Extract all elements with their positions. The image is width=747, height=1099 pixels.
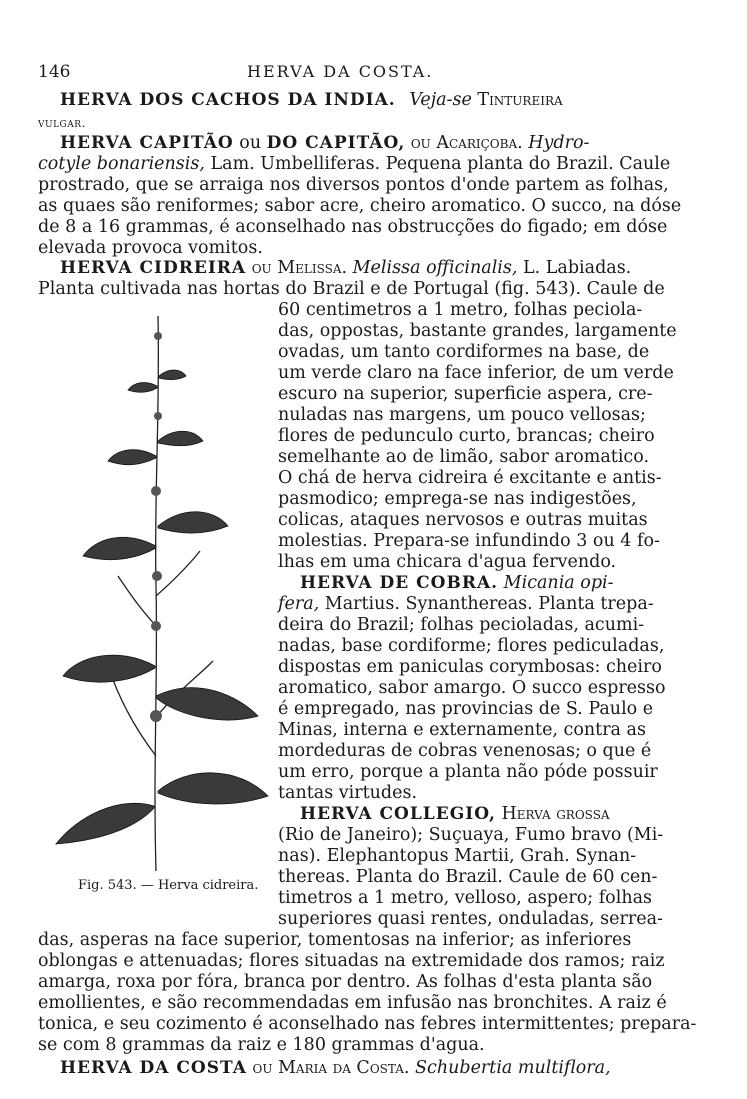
text-line: colicas, ataques nervosos e outras muitas — [278, 510, 648, 530]
flower-cluster — [154, 332, 162, 340]
text-line: as quaes são reniformes; sabor acre, cheiro aromatico. O succo, na dóse — [38, 196, 682, 216]
text: Martius. Synanthereas. Planta trepa- — [324, 594, 654, 614]
alt-name: ou Melissa. — [251, 258, 348, 278]
text-line: prostrado, que se arraiga nos diversos pontos d'onde partem as folhas, — [38, 175, 669, 195]
entry-capitao — [60, 133, 589, 153]
flower-cluster — [150, 710, 162, 722]
leaf — [158, 512, 228, 533]
text-line: elevada provoca vomitos. — [38, 238, 263, 258]
see-ref-cont: vulgar. — [38, 115, 86, 130]
entry-collegio — [300, 804, 610, 824]
text-line: amarga, roxa por fóra, branca por dentro. As folhas d'esta planta são — [38, 972, 653, 992]
text-line: oblongas e attenuadas; flores situadas na extremidade dos ramos; raiz — [38, 951, 665, 971]
text-line: ovadas, um tanto cordiformes na base, de — [278, 342, 650, 362]
flower-cluster — [151, 621, 161, 631]
leaf — [158, 773, 268, 804]
text-line: timetros a 1 metro, velloso, aspero; folhas — [278, 888, 653, 908]
entry-costa — [60, 1058, 611, 1078]
entry-cidreira — [60, 258, 631, 278]
text: Lam. Umbelliferas. Pequena planta do Brazil. Caule — [210, 154, 671, 174]
leaf — [63, 655, 155, 682]
alt-name: ou Acariçoba. — [410, 133, 523, 153]
leaf — [56, 803, 154, 844]
text-line — [278, 594, 654, 614]
text-line: 60 centimetros a 1 metro, folhas peciola- — [278, 300, 643, 320]
text-line: das, asperas na face superior, tomentosas na inferior; as inferiores — [38, 930, 632, 950]
text-line: Minas, interna e externamente, contra as — [278, 720, 646, 740]
entry-cachos — [60, 90, 563, 110]
text-line: nas). Elephantopus Martii, Grah. Synan- — [278, 846, 637, 866]
leaf — [158, 431, 203, 446]
text-line: de 8 a 16 grammas, é aconselhado nas obstrucções do figado; em dóse — [38, 217, 668, 237]
alt-name: Herva grossa — [501, 804, 610, 824]
text-line: pasmodico; emprega-se nas indigestões, — [278, 489, 637, 509]
text-line: tantas virtudes. — [278, 783, 418, 803]
text-line: nuladas nas margens, um pouco vellosas; — [278, 405, 646, 425]
entry-title: HERVA CIDREIRA — [60, 258, 247, 278]
text-line: Planta cultivada nas hortas do Brazil e de Portugal (fig. 543). Caule de — [38, 279, 665, 299]
text-line: um verde claro na face inferior, de um verde — [278, 363, 674, 383]
sci-name: cotyle bonariensis, — [38, 154, 205, 174]
page-number: 146 — [38, 62, 71, 82]
text-line: thereas. Planta do Brazil. Caule de 60 cen- — [278, 867, 658, 887]
text-line: um erro, porque a planta não póde possuir — [278, 762, 658, 782]
text-line: flores de pedunculo curto, brancas; cheiro — [278, 426, 655, 446]
text-line: escuro na superior, superficie aspera, cre- — [278, 384, 653, 404]
sci-name: Schubertia multiflora, — [415, 1058, 611, 1078]
flower-cluster — [152, 571, 162, 581]
text-line: se com 8 grammas da raiz e 180 grammas d'agua. — [38, 1035, 485, 1055]
text-line: tonica, e seu cozimento é aconselhado nas febres intermittentes; prepara- — [38, 1014, 697, 1034]
text-line: aromatico, sabor amargo. O succo espresso — [278, 678, 666, 698]
text-line: (Rio de Janeiro); Suçuaya, Fumo bravo (Mi- — [278, 825, 664, 845]
conj: ou — [239, 133, 262, 153]
sci-name: Hydro- — [528, 133, 590, 153]
text-line: molestias. Prepara-se infundindo 3 ou 4 fo- — [278, 531, 660, 551]
entry-title: HERVA DOS CACHOS DA INDIA. — [60, 90, 396, 110]
text-line: O chá de herva cidreira é excitante e antis- — [278, 468, 662, 488]
text-line: é empregado, nas provincias de S. Paulo e — [278, 699, 654, 719]
see-ref: Tintureira — [477, 90, 563, 110]
text-line: dispostas em paniculas corymbosas: cheiro — [278, 657, 662, 677]
flower-cluster — [151, 486, 161, 496]
figure-caption: Fig. 543. — Herva cidreira. — [78, 878, 259, 893]
alt-name: ou Maria da Costa. — [252, 1058, 410, 1078]
leaf — [156, 688, 258, 720]
entry-title-b: DO CAPITÃO, — [266, 133, 406, 153]
text-line: superiores quasi rentes, onduladas, serrea- — [278, 909, 663, 929]
branch — [156, 551, 200, 596]
text-line: das, oppostas, bastante grandes, largamente — [278, 321, 677, 341]
leaf — [159, 370, 186, 380]
leaf — [128, 383, 157, 393]
entry-title: HERVA COLLEGIO, — [300, 804, 496, 824]
sci-name: fera, — [278, 594, 320, 614]
text-line: deira do Brazil; folhas pecioladas, acumi- — [278, 615, 645, 635]
text-line: semelhante ao de limão, sabor aromatico. — [278, 447, 650, 467]
text-line: mordeduras de cobras venenosas; o que é — [278, 741, 652, 761]
flower-cluster — [154, 412, 162, 420]
entry-cobra — [300, 573, 614, 593]
text-line — [38, 154, 670, 174]
text-line: emollientes, e são recommendadas em infusão nas bronchites. A raiz é — [38, 993, 667, 1013]
leaf — [108, 450, 156, 465]
entry-title: HERVA DA COSTA — [60, 1058, 247, 1078]
see-text: Veja-se — [409, 90, 472, 110]
leaf — [83, 537, 156, 559]
entry-title: HERVA DE COBRA. — [300, 573, 499, 593]
branch — [118, 576, 156, 626]
text: L. Labiadas. — [523, 258, 632, 278]
text-line: nadas, base cordiforme; flores pediculadas, — [278, 636, 665, 656]
text-line: lhas em uma chicara d'agua fervendo. — [278, 552, 617, 572]
sci-name: Micania opi- — [503, 573, 614, 593]
running-title: HERVA DA COSTA. — [247, 62, 434, 81]
entry-title: HERVA CAPITÃO — [60, 133, 234, 153]
sci-name: Melissa officinalis, — [352, 258, 518, 278]
herva-cidreira-illustration — [38, 296, 278, 876]
